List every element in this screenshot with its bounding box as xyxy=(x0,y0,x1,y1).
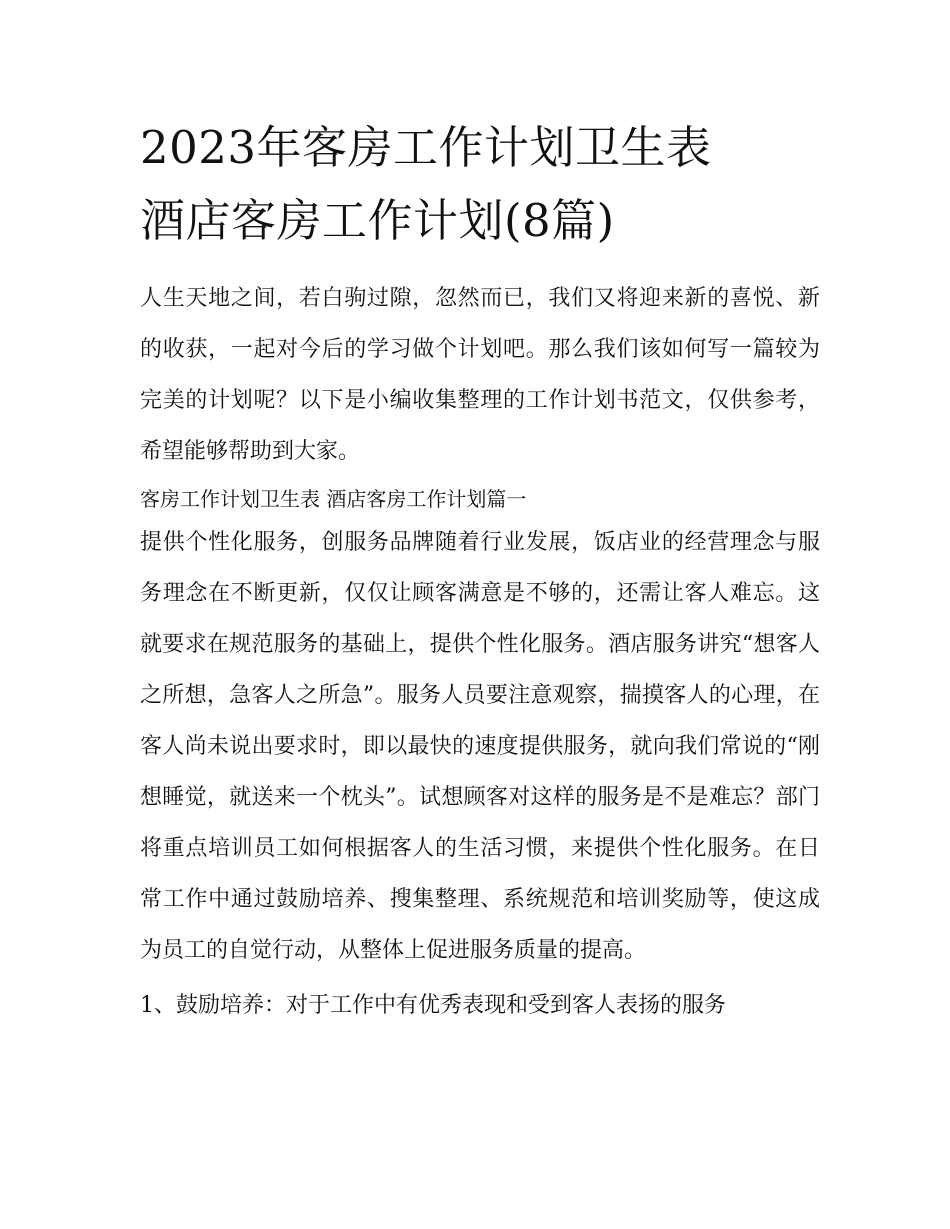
intro-paragraph: 人生天地之间，若白驹过隙，忽然而已，我们又将迎来新的喜悦、新的收获，一起对今后的学习做个计划吧。那么我们该如何写一篇较为完美的计划呢？以下是小编收集整理的工作计划书范文，仅供参考，希望能够帮助到大家。 xyxy=(140,286,820,464)
body-paragraph: 提供个性化服务，创服务品牌随着行业发展，饭店业的经营理念与服务理念在不断更新，仅仅让顾客满意是不够的，还需让客人难忘。这就要求在规范服务的基础上，提供个性化服务。酒店服务讲究“想客人之所想，急客人之所急”。服务人员要注意观察，揣摸客人的心理，在客人尚未说出要求时，即以最快的速度提供服务，就向我们常说的“刚想睡觉，就送来一个枕头”。试想顾客对这样的服务是不是难忘？部门将重点培训员工如何根据客人的生活习惯，来提供个性化服务。在日常工作中通过鼓励培养、搜集整理、系统规范和培训奖励等，使这成为员工的自觉行动，从整体上促进服务质量的提高。 xyxy=(140,530,820,963)
title-line-1: 2023年客房工作计划卫生表 xyxy=(140,121,712,174)
list-item-1: 1、鼓励培养：对于工作中有优秀表现和受到客人表扬的服务 xyxy=(140,993,726,1018)
document-content xyxy=(140,118,820,1031)
title-line-2: 酒店客房工作计划(8篇) xyxy=(140,194,615,247)
document-title xyxy=(140,118,820,251)
section-heading: 客房工作计划卫生表 酒店客房工作计划篇一 xyxy=(140,487,527,511)
